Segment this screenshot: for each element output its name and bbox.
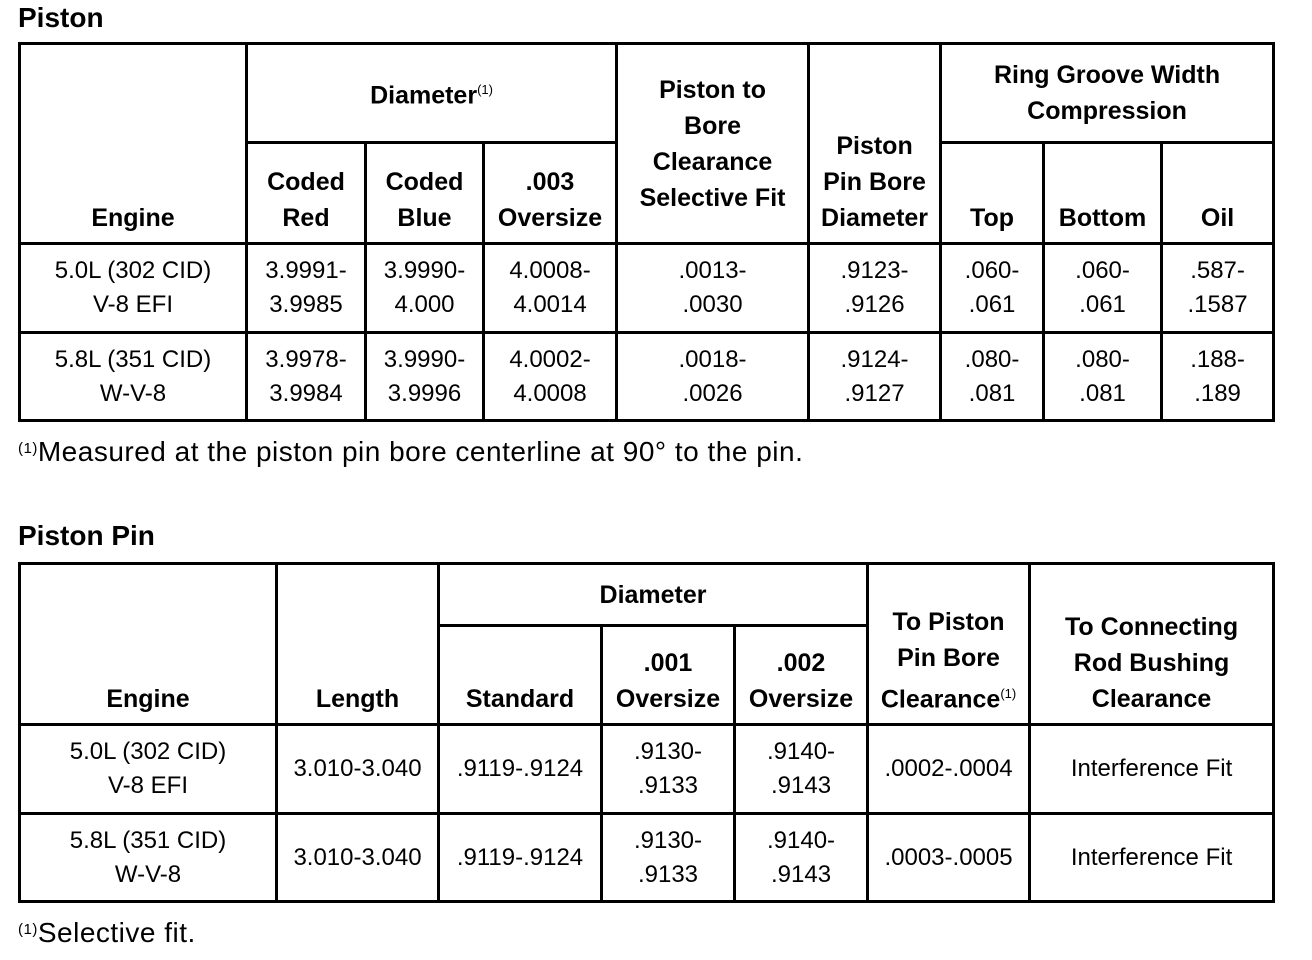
cell-line: .0026 (682, 379, 743, 407)
piston-section-title: Piston (18, 2, 104, 33)
header-line: Bore (684, 111, 742, 140)
cell-line: .9126 (844, 291, 905, 318)
header-line: Piston to (659, 75, 766, 104)
header-line: Piston (836, 132, 913, 160)
cell-line: W-V-8 (99, 379, 167, 407)
cell-line: 3.9985 (269, 291, 343, 318)
piston-header-engine: Engine (20, 44, 247, 244)
pin-header-standard: Standard (439, 626, 602, 725)
header-line: Rod Bushing (1073, 649, 1230, 677)
piston-header-ring-groove (941, 44, 1274, 143)
header-line: To Connecting (1064, 613, 1239, 641)
cell-line: 4.0002- (509, 345, 591, 373)
cell-line: .587- (1190, 257, 1245, 284)
cell-line: .9140- (766, 738, 836, 765)
coded-red-cell (247, 244, 366, 333)
pin-header-diameter: Diameter (439, 564, 868, 626)
cell-line: 5.0L (302 CID) (54, 257, 212, 284)
ring-top-cell (941, 333, 1044, 421)
header-line: Coded (267, 168, 345, 196)
cell-line: .9133 (637, 860, 699, 888)
piston-header-diameter (247, 44, 617, 143)
piston-header-bottom: Bottom (1044, 143, 1162, 244)
table-row (20, 333, 1274, 421)
cell-line: .060- (964, 257, 1020, 284)
length-cell: 3.010-3.040 (277, 814, 439, 902)
cell-line: .9130- (633, 826, 703, 854)
pin-header-oversize-002 (735, 626, 868, 725)
cell-line: 3.9984 (269, 379, 343, 407)
pin-header-rod-bushing (1030, 564, 1274, 725)
header-line: Pin Bore (897, 643, 1000, 672)
coded-red-cell (247, 333, 366, 421)
cell-line: .9133 (637, 772, 699, 799)
cell-line: .9130- (633, 738, 703, 765)
cell-line: W-V-8 (114, 860, 182, 888)
ring-oil-cell (1162, 333, 1274, 421)
coded-blue-cell (366, 333, 484, 421)
engine-cell (20, 725, 277, 814)
footnote-ref-mark: (1) (1000, 685, 1017, 701)
cell-line: 5.8L (351 CID) (54, 345, 212, 373)
header-line: Pin Bore (823, 168, 926, 196)
header-line: Coded (385, 168, 464, 196)
piston-header-diameter-label: Diameter (370, 81, 478, 110)
oversize-003-cell (484, 244, 617, 333)
oversize-003-cell (484, 333, 617, 421)
clearance-cell (617, 333, 809, 421)
piston-pin-footnote-text: Selective fit. (37, 917, 196, 948)
oversize-001-cell (602, 725, 735, 814)
piston-header-top: Top (941, 143, 1044, 244)
rod-bushing-cell: Interference Fit (1030, 725, 1274, 814)
piston-footnote (18, 436, 803, 468)
standard-cell: .9119-.9124 (439, 725, 602, 814)
header-line-with-mark (869, 676, 1028, 717)
pin-header-pin-bore-clearance (868, 564, 1030, 725)
cell-line: .081 (1079, 379, 1126, 407)
length-cell: 3.010-3.040 (277, 725, 439, 814)
cell-line: .080- (964, 345, 1020, 373)
ring-bottom-cell (1044, 333, 1162, 421)
cell-line: 4.0008 (513, 379, 587, 407)
cell-line: 3.9990- (383, 257, 466, 284)
pin-bore-cell (809, 244, 941, 333)
header-line: Blue (397, 204, 452, 232)
cell-line: .0013- (678, 257, 747, 284)
cell-line: .080- (1075, 345, 1130, 373)
cell-line: .0030 (682, 291, 743, 318)
cell-line: 4.0008- (509, 257, 591, 284)
engine-cell (20, 814, 277, 902)
cell-line: 3.9996 (387, 379, 462, 407)
piston-pin-spec-table (18, 562, 1275, 903)
header-line: To Piston (892, 607, 1005, 636)
piston-header-pin-bore (809, 44, 941, 244)
cell-line: .9127 (844, 379, 905, 407)
piston-pin-section-title: Piston Pin (18, 520, 155, 551)
clearance-cell (617, 244, 809, 333)
piston-header-oil: Oil (1162, 143, 1274, 244)
cell-line: .9143 (770, 772, 832, 799)
rod-bushing-cell: Interference Fit (1030, 814, 1274, 902)
engine-cell (20, 244, 247, 333)
cell-line: 3.9978- (265, 345, 347, 373)
header-line: Clearance (652, 147, 773, 176)
cell-line: .9123- (840, 257, 909, 284)
header-line: Compression (1027, 97, 1187, 125)
cell-line: 5.8L (351 CID) (69, 826, 227, 854)
piston-header-oversize-003 (484, 143, 617, 244)
table-row (20, 814, 1274, 902)
header-line: Oversize (615, 685, 721, 713)
oversize-001-cell (602, 814, 735, 902)
header-line: Clearance (1091, 685, 1212, 713)
oversize-002-cell (735, 814, 868, 902)
cell-line: .081 (968, 379, 1016, 407)
cell-line: .061 (968, 291, 1016, 318)
footnote-ref-mark: (1) (18, 921, 38, 938)
cell-line: V-8 EFI (107, 772, 189, 799)
piston-pin-footnote (18, 917, 196, 949)
pin-bore-clearance-cell: .0002-.0004 (868, 725, 1030, 814)
piston-header-coded-blue (366, 143, 484, 244)
pin-header-engine: Engine (20, 564, 277, 725)
pin-header-oversize-001 (602, 626, 735, 725)
ring-oil-cell (1162, 244, 1274, 333)
cell-line: V-8 EFI (92, 291, 174, 318)
header-line: .003 (525, 168, 575, 196)
engine-cell (20, 333, 247, 421)
cell-line: .9143 (770, 860, 832, 888)
cell-line: .9140- (766, 826, 836, 854)
standard-cell: .9119-.9124 (439, 814, 602, 902)
cell-line: 5.0L (302 CID) (69, 738, 227, 765)
header-line: Oversize (497, 204, 603, 232)
cell-line: 3.9991- (265, 257, 347, 284)
header-line: .002 (776, 649, 826, 677)
piston-footnote-text: Measured at the piston pin bore centerline at 90° to the pin. (37, 436, 804, 467)
cell-line: 4.0014 (513, 291, 587, 318)
cell-line: .0018- (678, 345, 747, 373)
coded-blue-cell (366, 244, 484, 333)
table-row (20, 244, 1274, 333)
header-line: Selective Fit (639, 183, 786, 212)
pin-bore-cell (809, 333, 941, 421)
ring-top-cell (941, 244, 1044, 333)
piston-header-coded-red (247, 143, 366, 244)
pin-bore-clearance-cell: .0003-.0005 (868, 814, 1030, 902)
cell-line: .061 (1079, 291, 1126, 318)
cell-line: .9124- (840, 345, 909, 373)
cell-line: 4.000 (394, 291, 455, 318)
cell-line: .060- (1075, 257, 1130, 284)
cell-line: .189 (1194, 379, 1241, 407)
oversize-002-cell (735, 725, 868, 814)
pin-header-length: Length (277, 564, 439, 725)
cell-line: .1587 (1187, 291, 1248, 318)
header-line: Clearance (880, 685, 1001, 713)
piston-spec-table (18, 42, 1275, 422)
header-line: Oversize (748, 685, 854, 713)
piston-header-clearance (617, 44, 809, 244)
cell-line: 3.9990- (383, 345, 466, 373)
header-line: Ring Groove Width (993, 61, 1221, 89)
table-row (20, 725, 1274, 814)
header-line: .001 (643, 649, 693, 677)
footnote-ref-mark: (1) (477, 82, 493, 98)
header-line: Red (282, 204, 330, 232)
footnote-ref-mark: (1) (18, 440, 38, 457)
cell-line: .188- (1190, 345, 1245, 373)
ring-bottom-cell (1044, 244, 1162, 333)
header-line: Diameter (821, 204, 929, 232)
